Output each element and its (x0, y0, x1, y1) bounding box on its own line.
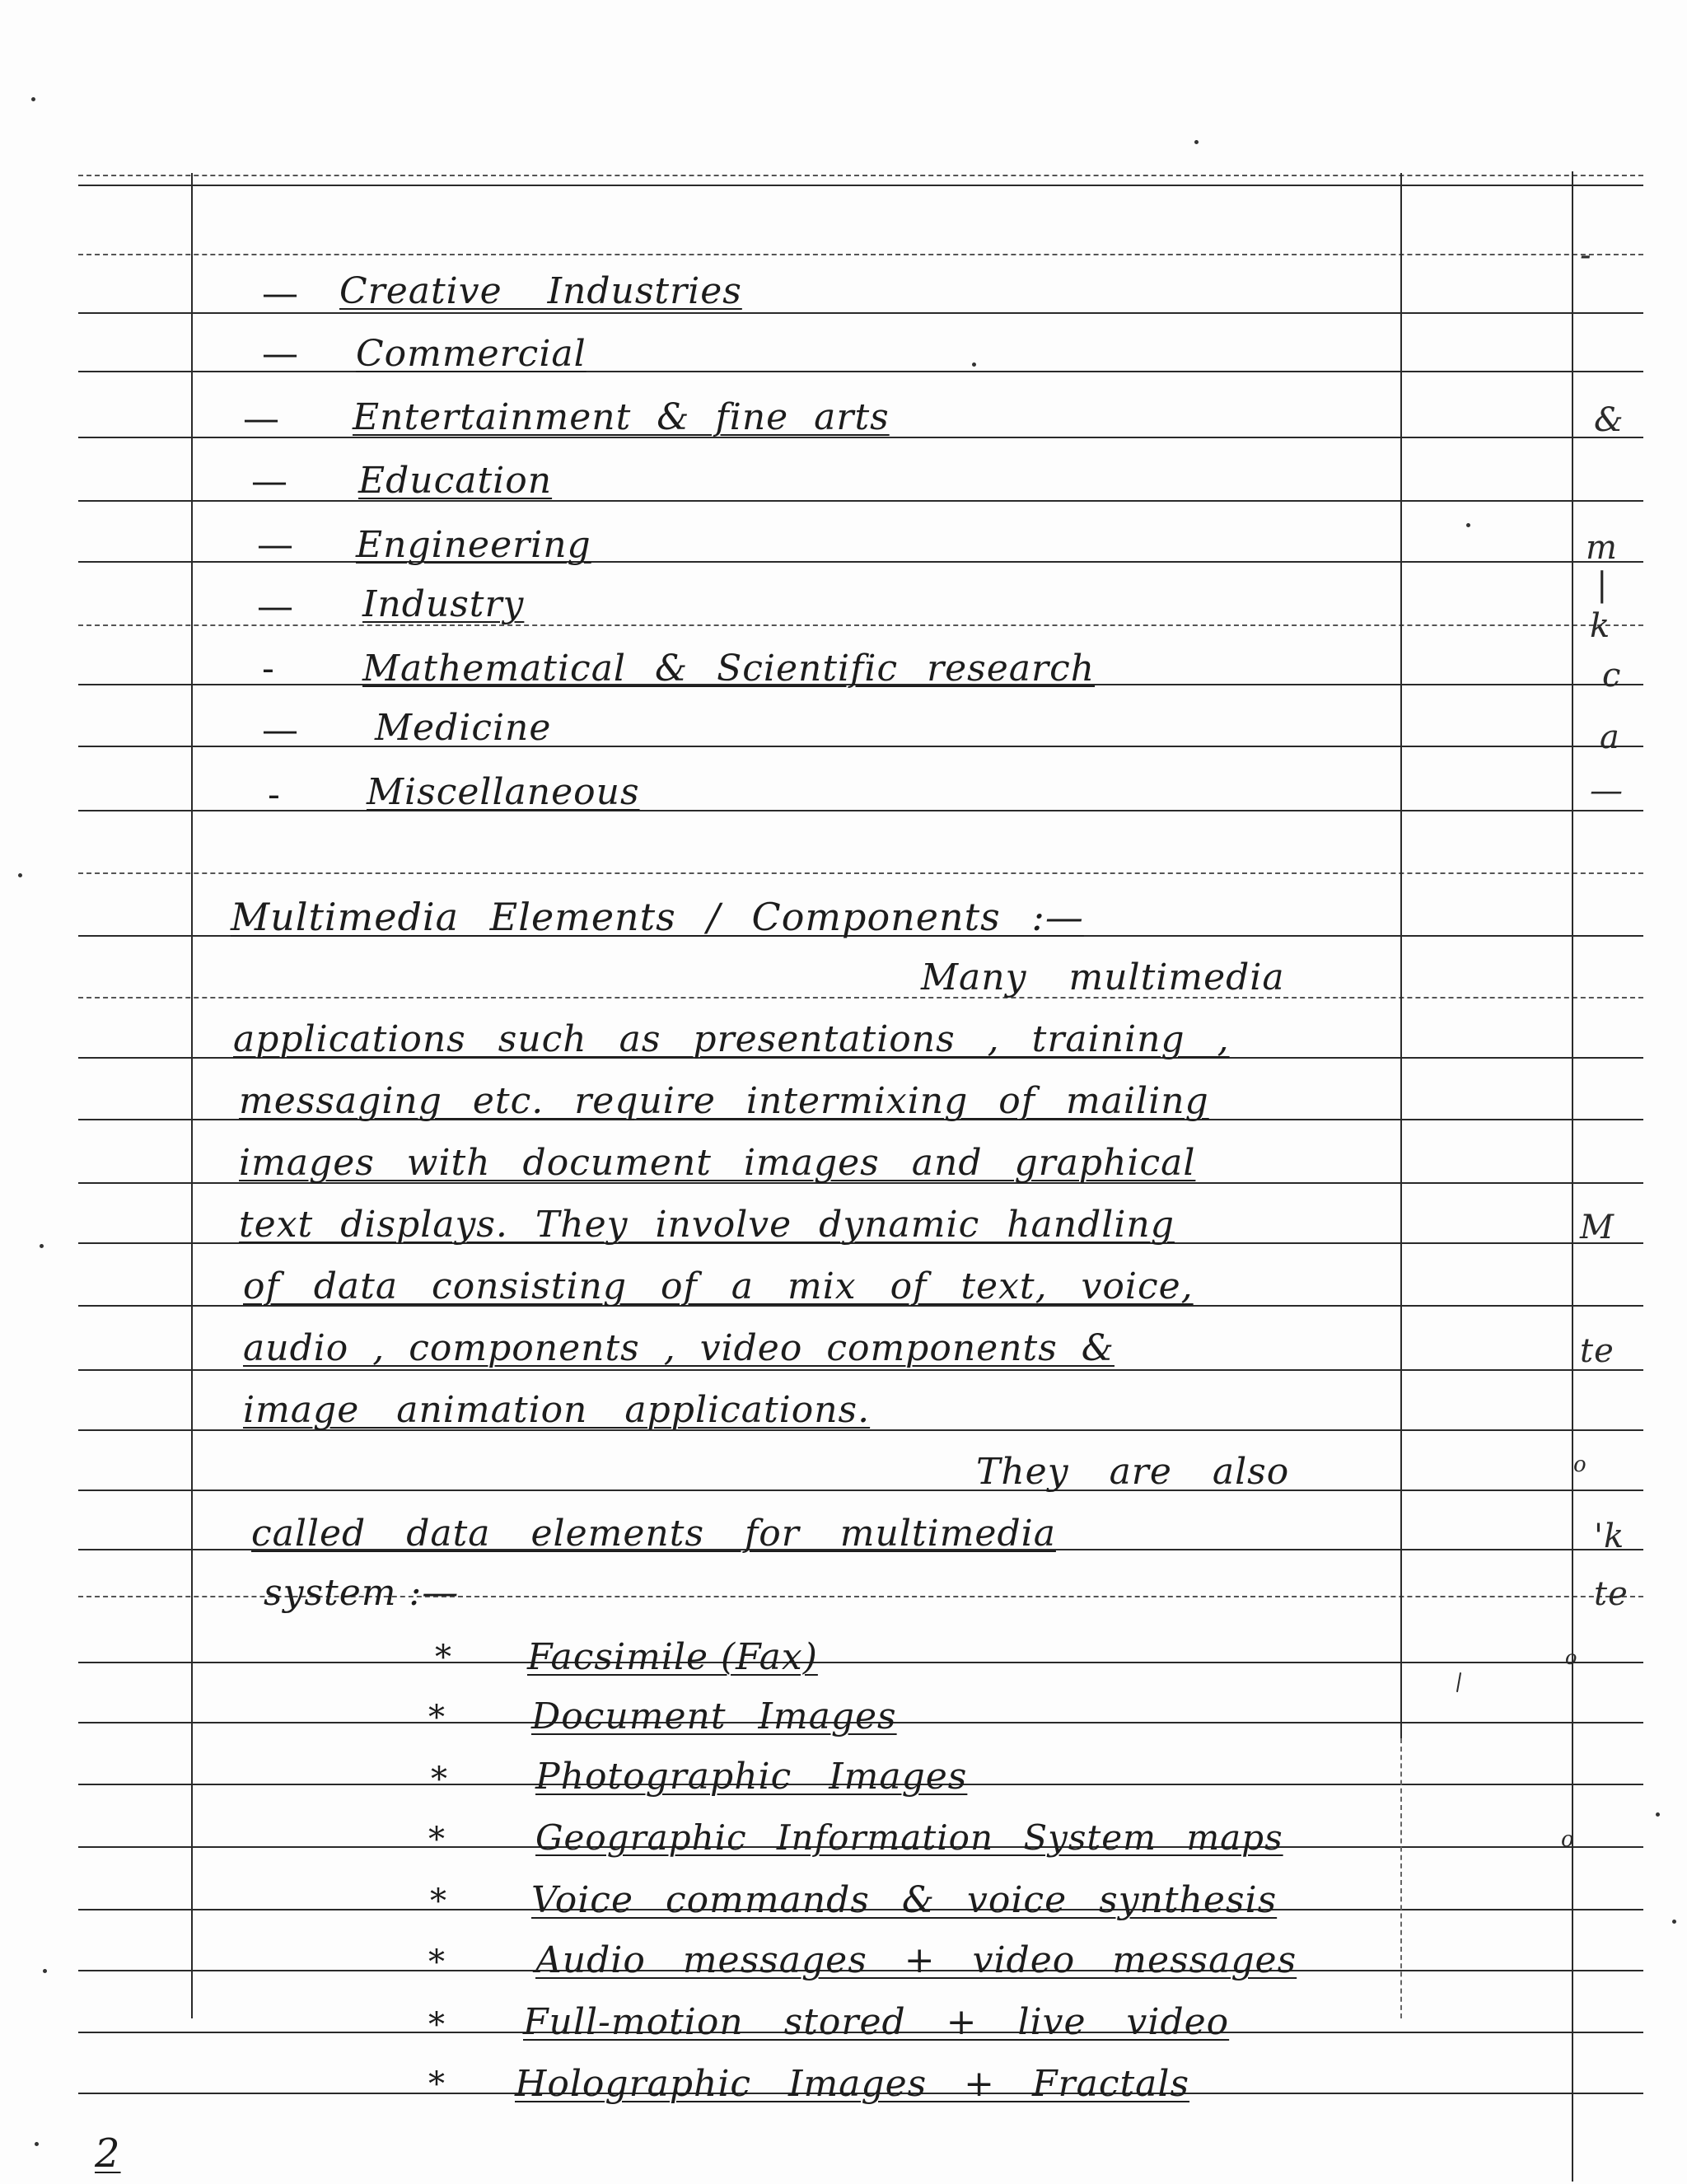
bullet-star: * (428, 1699, 446, 1737)
list-dash: — (243, 398, 280, 440)
margin-mark: o (1565, 1646, 1578, 1669)
margin-mark: 'k (1594, 1518, 1625, 1555)
bullet-item-facsimile: Facsimile (Fax) (527, 1636, 818, 1678)
scan-speck (1656, 1812, 1660, 1817)
outer-right-line (1572, 171, 1573, 2182)
page-rule (78, 1490, 1643, 1491)
right-margin-line-dashed (1400, 1738, 1402, 2018)
paragraph-line: Many multimedia (921, 956, 1285, 998)
paragraph-line: images with document images and graphical (239, 1142, 1196, 1184)
list-item-medicine: Medicine (375, 707, 552, 749)
page-rule (78, 872, 1643, 874)
bullet-item-geographic-maps: Geographic Information System maps (535, 1817, 1283, 1858)
section-heading: Multimedia Elements / Components :— (231, 895, 1084, 939)
scan-speck (18, 873, 22, 877)
page-number: 2 (95, 2130, 121, 2177)
margin-mark: o (1573, 1452, 1587, 1477)
list-dash: - (268, 774, 281, 816)
list-dash: — (257, 586, 294, 628)
bullet-item-voice-commands: Voice commands & voice synthesis (531, 1879, 1278, 1921)
scan-speck (1194, 140, 1199, 144)
bullet-item-audio-video: Audio messages + video messages (535, 1939, 1297, 1981)
margin-mark: m (1586, 529, 1618, 567)
scan-speck (972, 362, 976, 367)
bullet-item-holographic: Holographic Images + Fractals (515, 2063, 1190, 2105)
bullet-star: * (430, 1882, 447, 1920)
list-dash: — (251, 461, 288, 503)
list-dash: — (262, 333, 299, 375)
page-rule (78, 500, 1643, 502)
paragraph-line: They are also (976, 1451, 1290, 1493)
bullet-item-full-motion: Full-motion stored + live video (523, 2001, 1230, 2043)
bullet-star: * (428, 2065, 446, 2103)
page-rule (78, 312, 1643, 314)
scan-speck (35, 2142, 39, 2146)
list-item-commercial: Commercial (356, 333, 586, 375)
list-item-creative-industries: Creative Industries (339, 270, 742, 312)
bullet-star: * (428, 1821, 446, 1859)
paragraph-line: called data elements for multimedia (251, 1513, 1056, 1555)
page-rule (78, 746, 1643, 747)
paragraph-line: system :— (264, 1572, 460, 1614)
paragraph-line: audio , components , video components & (243, 1327, 1115, 1369)
margin-mark: c (1602, 657, 1622, 694)
bullet-item-document-images: Document Images (531, 1695, 897, 1737)
paragraph-line: messaging etc. require intermixing of mailing (239, 1080, 1209, 1122)
stray-tick (1456, 1672, 1461, 1692)
margin-mark: a (1600, 718, 1620, 756)
bullet-star: * (428, 2006, 446, 2044)
scan-speck (1466, 523, 1470, 527)
list-dash: — (262, 709, 299, 751)
paragraph-line: image animation applications. (243, 1389, 871, 1431)
margin-mark: — (1590, 772, 1624, 810)
scan-speck (40, 1244, 44, 1248)
list-dash: - (262, 648, 275, 690)
paragraph-line: applications such as presentations , training , (233, 1018, 1230, 1060)
page-rule (78, 561, 1643, 563)
margin-mark: k (1590, 607, 1611, 645)
list-item-entertainment: Entertainment & fine arts (353, 396, 890, 438)
left-margin-line (191, 173, 193, 2018)
margin-mark: | (1596, 566, 1609, 604)
page-rule (78, 997, 1643, 998)
bullet-star: * (435, 1639, 452, 1677)
scan-speck (1672, 1920, 1676, 1924)
margin-mark: te (1580, 1332, 1615, 1370)
page-rule (78, 371, 1643, 372)
page-rule (78, 175, 1643, 176)
scan-speck (31, 97, 35, 101)
margin-mark: - (1580, 236, 1592, 274)
paragraph-line: of data consisting of a mix of text, voice, (243, 1265, 1194, 1307)
margin-mark: M (1580, 1209, 1615, 1246)
list-item-mathematical: Mathematical & Scientific research (362, 648, 1096, 690)
list-item-engineering: Engineering (356, 524, 591, 566)
margin-mark: & (1594, 401, 1624, 439)
page-rule (78, 1369, 1643, 1371)
list-item-miscellaneous: Miscellaneous (367, 771, 640, 813)
page-rule (78, 185, 1643, 186)
bullet-star: * (428, 1943, 446, 1981)
bullet-star: * (431, 1761, 448, 1798)
page-rule (78, 810, 1643, 811)
margin-mark: o (1561, 1827, 1575, 1852)
page-rule (78, 1662, 1643, 1663)
page-rule (78, 624, 1643, 626)
scan-speck (43, 1969, 47, 1973)
page-rule (78, 254, 1643, 255)
list-item-industry: Industry (362, 583, 525, 625)
right-margin-line (1400, 173, 1402, 1738)
paragraph-line: text displays. They involve dynamic handling (239, 1204, 1175, 1246)
margin-mark: te (1594, 1575, 1629, 1613)
list-dash: — (257, 524, 294, 566)
list-item-education: Education (358, 460, 553, 502)
bullet-item-photographic-images: Photographic Images (535, 1756, 968, 1798)
list-dash: — (262, 273, 299, 315)
